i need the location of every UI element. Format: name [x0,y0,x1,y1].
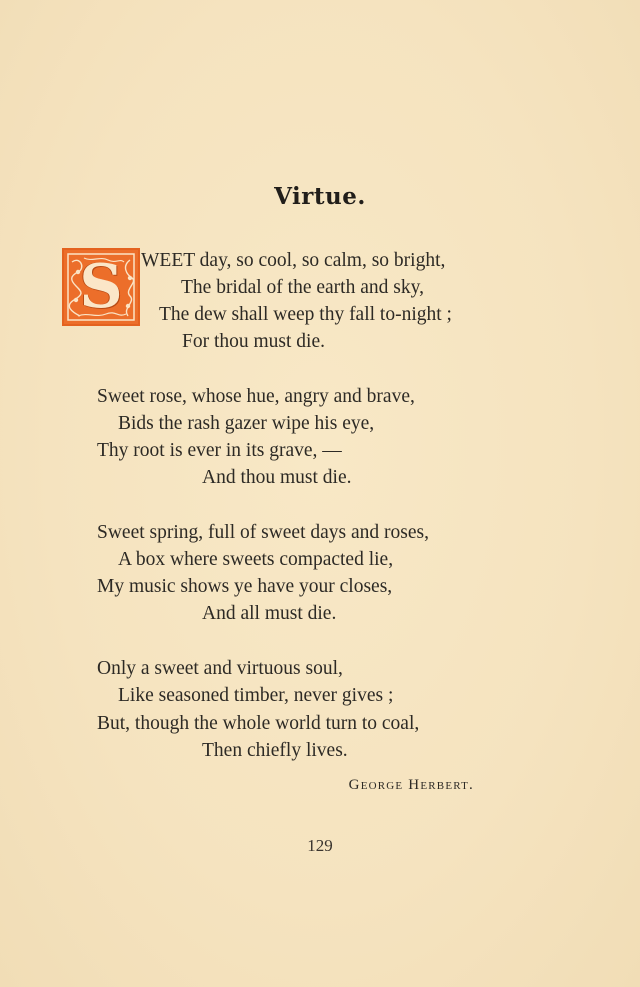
poem-line: Sweet rose, whose hue, angry and brave, [97,386,415,407]
poem-line: The bridal of the earth and sky, [181,277,424,298]
poem-line: Thy root is ever in its grave, — [97,440,342,461]
poem-line: Like seasoned timber, never gives ; [118,685,394,706]
poem-author: George Herbert. [348,777,474,793]
drop-cap-letter: S [79,252,123,322]
drop-cap-ornament [62,248,140,326]
poem-line: The dew shall weep thy fall to-night ; [159,304,452,325]
poem-line: Bids the rash gazer wipe his eye, [118,413,375,434]
poem-line: For thou must die. [182,331,326,352]
poem-line: My music shows ye have your closes, [97,576,393,597]
poem-line: And all must die. [202,603,337,624]
page-number: 129 [307,836,333,855]
poem-title: Virtue. [274,183,366,210]
poem-line: A box where sweets compacted lie, [118,549,394,570]
poem-line: Sweet spring, full of sweet days and roses, [97,522,429,543]
poem-line: And thou must die. [202,467,352,488]
poem-line: Then chiefly lives. [202,740,348,761]
poem-line: Only a sweet and virtuous soul, [97,658,343,679]
poem-line: But, though the whole world turn to coal, [97,713,420,734]
poem-line: WEET day, so cool, so calm, so bright, [141,250,446,271]
